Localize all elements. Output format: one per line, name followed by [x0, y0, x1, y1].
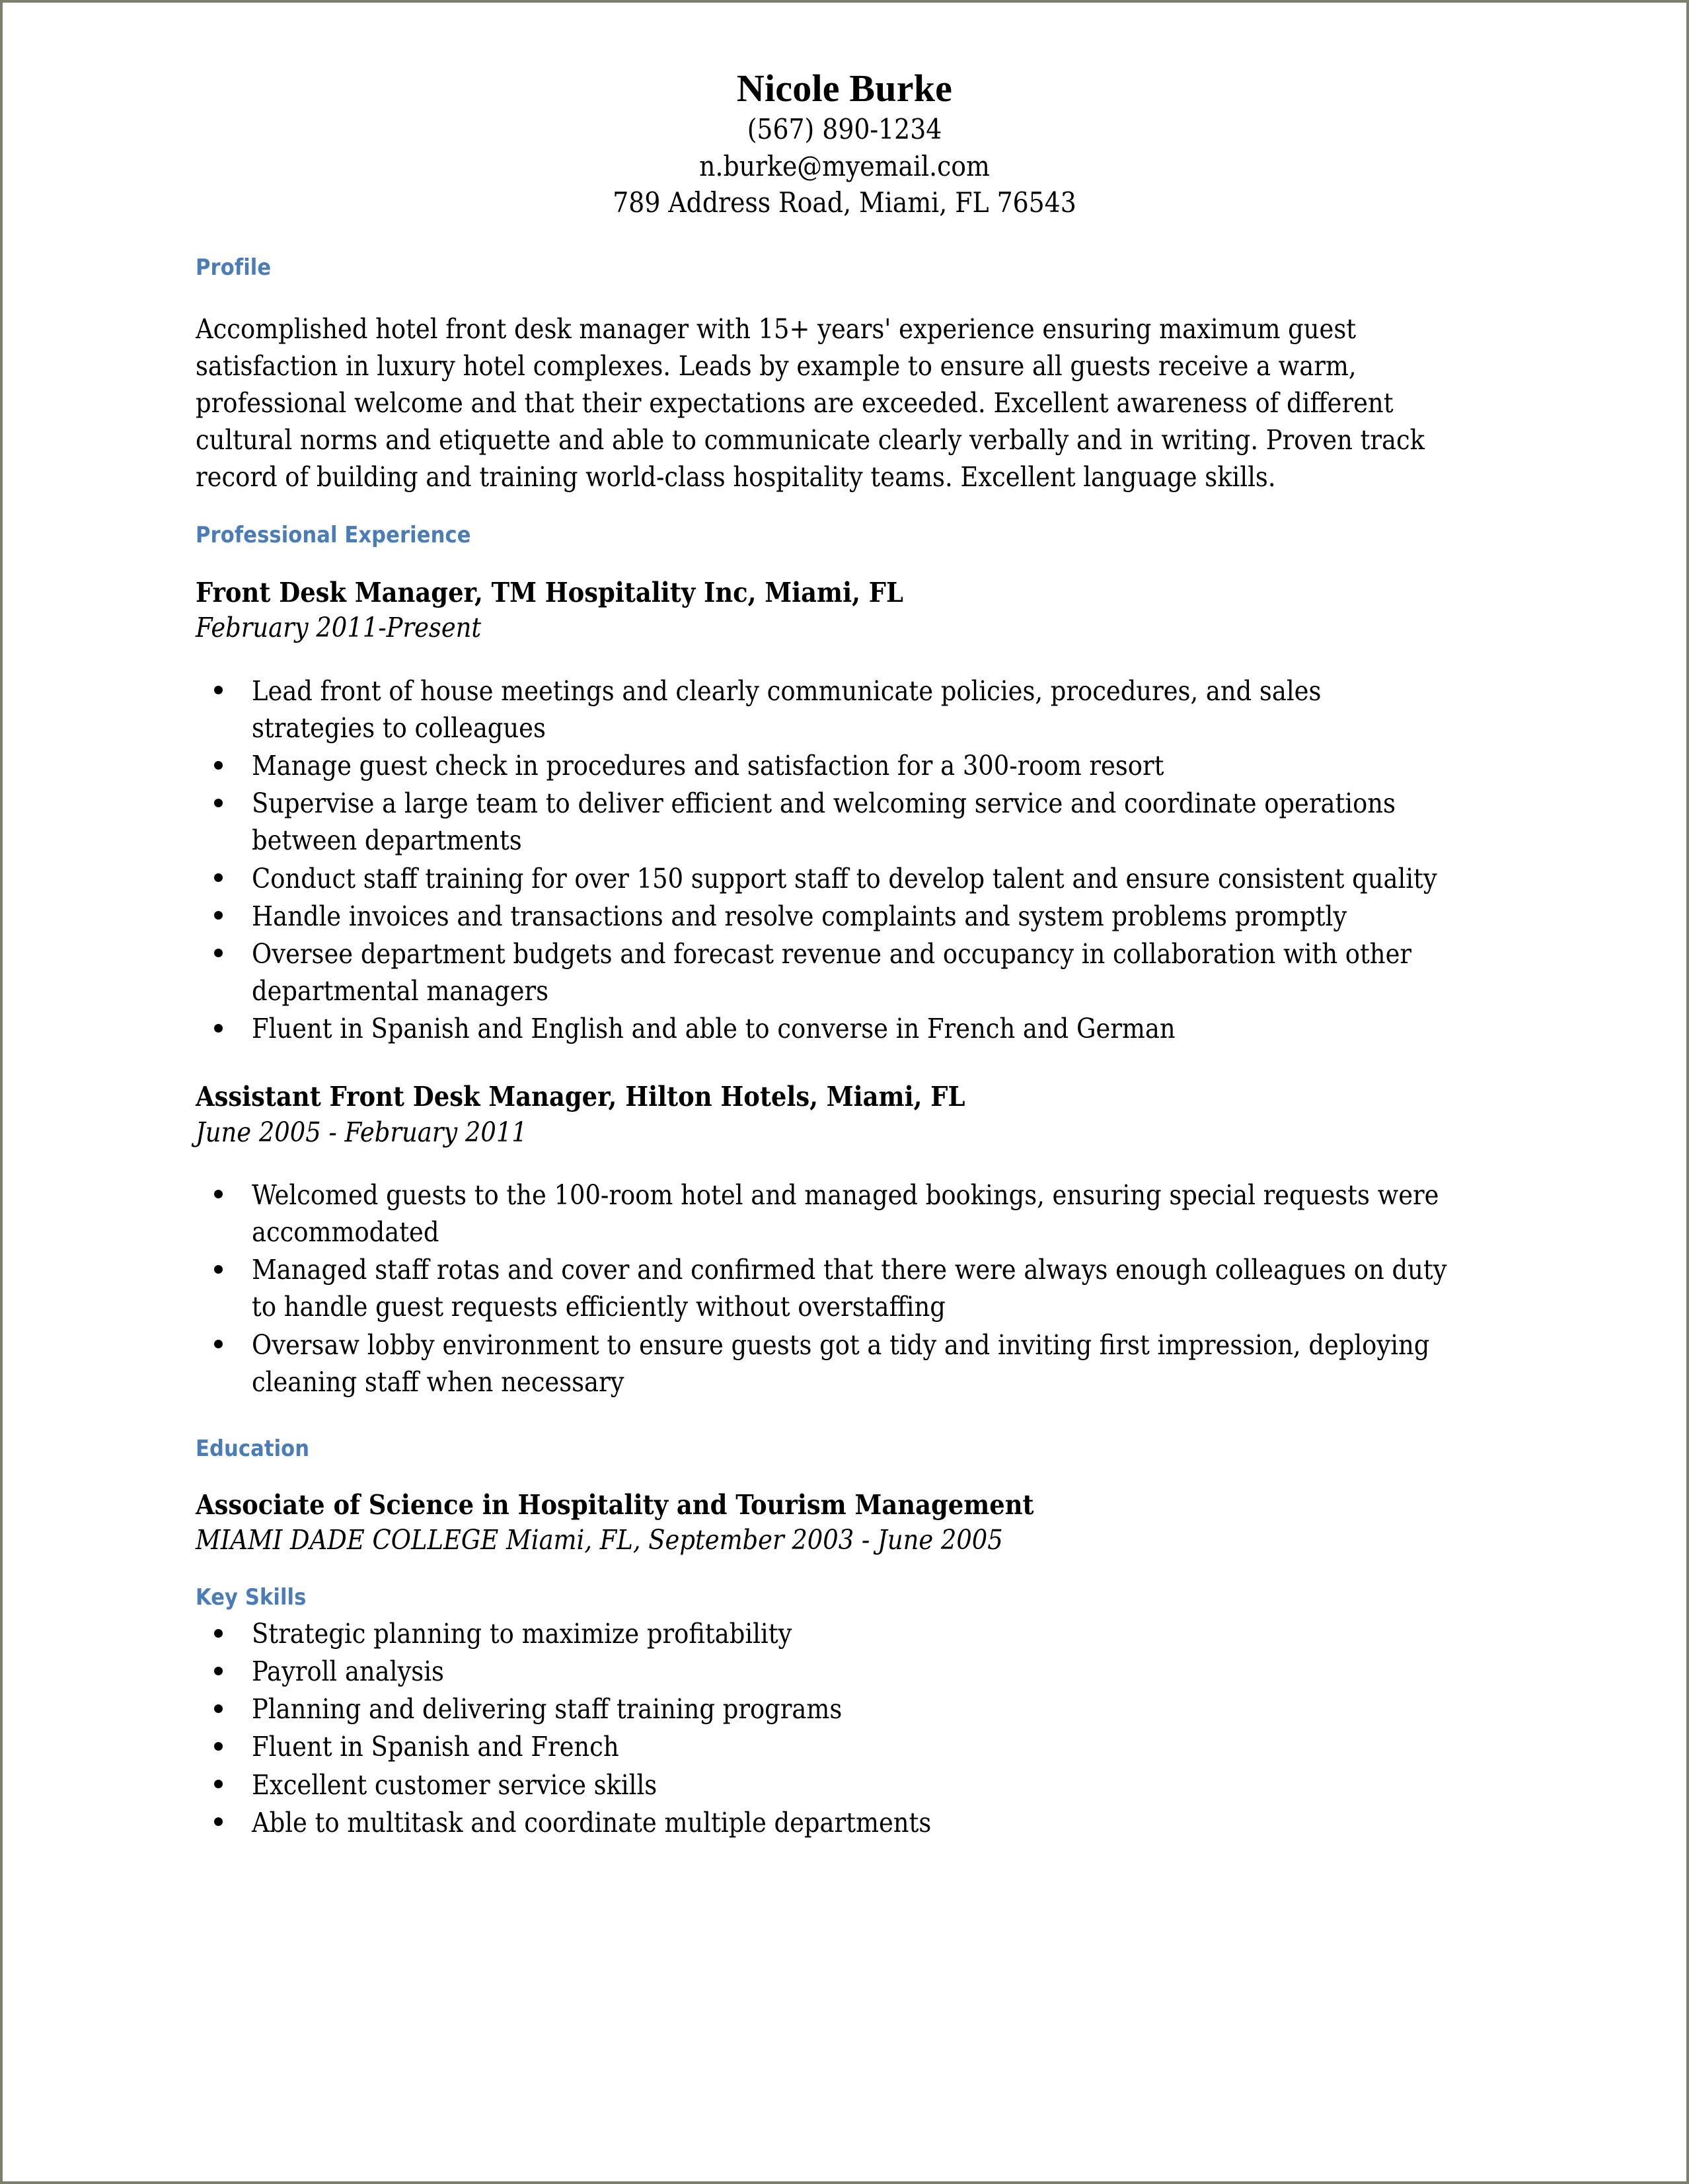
spacer [196, 1463, 1533, 1488]
key-skills-list [196, 1615, 1451, 1841]
list-item-text: Welcomed guests to the 100-room hotel and managed bookings, ensuring special requests were accommodated [252, 1179, 1439, 1249]
list-item [196, 1804, 1451, 1841]
list-item-text: Planning and delivering staff training programs [252, 1693, 843, 1726]
bullet-dot-icon [214, 1780, 223, 1788]
list-item [196, 747, 1451, 784]
list-item-text: Fluent in Spanish and French [252, 1731, 619, 1763]
experience-entry [196, 1079, 1533, 1401]
resume-header [196, 66, 1533, 221]
bullet-dot-icon [214, 1742, 223, 1751]
bullet-dot-icon [214, 949, 223, 957]
list-item [196, 860, 1451, 897]
list-item [196, 1327, 1451, 1401]
bullet-dot-icon [214, 1340, 223, 1348]
list-item [196, 1615, 1451, 1652]
list-item-text: Fluent in Spanish and English and able to converse in French and German [252, 1013, 1176, 1045]
list-item-text: Excellent customer service skills [252, 1768, 657, 1801]
bullet-dot-icon [214, 1704, 223, 1713]
bullet-dot-icon [214, 1817, 223, 1826]
list-item-text: Oversaw lobby environment to ensure guests got a tidy and inviting first impression, deploying cleaning staff when necessary [252, 1329, 1430, 1398]
candidate-phone: (567) 890-1234 [747, 113, 942, 146]
list-item [196, 935, 1451, 1009]
section-heading-key-skills: Key Skills [196, 1584, 307, 1611]
section-heading-profile: Profile [196, 254, 272, 281]
list-item [196, 1010, 1451, 1047]
bullet-dot-icon [214, 1629, 223, 1638]
list-item [196, 673, 1451, 746]
spacer [196, 1150, 1533, 1177]
experience-entry [196, 575, 1533, 1047]
bullet-dot-icon [214, 1190, 223, 1198]
candidate-email: n.burke@myemail.com [699, 149, 990, 182]
bullet-dot-icon [214, 1667, 223, 1675]
list-item-text: Conduct staff training for over 150 support staff to develop talent and ensure consistent quality [252, 862, 1437, 894]
bullet-dot-icon [214, 799, 223, 807]
spacer [196, 221, 1533, 254]
degree-title: Associate of Science in Hospitality and Tourism Management [196, 1488, 1034, 1521]
list-item [196, 1691, 1451, 1728]
spacer [196, 646, 1533, 673]
job-responsibility-list [196, 1177, 1451, 1401]
education-entry [196, 1488, 1533, 1558]
bullet-dot-icon [214, 686, 223, 694]
list-item [196, 785, 1451, 859]
list-item-text: Supervise a large team to deliver efficient and welcoming service and coordinate operations between departments [252, 787, 1396, 857]
list-item-text: Able to multitask and coordinate multiple departments [252, 1806, 932, 1838]
spacer [196, 549, 1533, 575]
section-heading-professional-experience: Professional Experience [196, 522, 471, 549]
profile-summary-text: Accomplished hotel front desk manager with 15+ years' experience ensuring maximum guest satisfaction in luxury hotel complexes. Leads by example to ensure all guests receive a warm, professional welcome and that their expectations are exceeded. Excellent awareness of different cultural norms and etiquette and able to communicate clearly verbally and in writing. Proven track record of building and training world-class hospitality teams. Excellent language skills. [196, 312, 1425, 493]
list-item-text: Handle invoices and transactions and resolve complaints and system problems promptly [252, 900, 1347, 932]
spacer [196, 1401, 1533, 1436]
list-item-text: Oversee department budgets and forecast revenue and occupancy in collaboration with other departmental managers [252, 937, 1412, 1007]
bullet-dot-icon [214, 1265, 223, 1274]
list-item [196, 1251, 1451, 1325]
spacer [196, 1558, 1533, 1584]
section-heading-education: Education [196, 1435, 310, 1462]
degree-institution-and-dates: MIAMI DADE COLLEGE Miami, FL, September 2003 - June 2005 [196, 1523, 1003, 1556]
job-title: Front Desk Manager, TM Hospitality Inc, Miami, FL [196, 577, 903, 609]
list-item [196, 1653, 1451, 1690]
spacer [196, 495, 1533, 522]
list-item-text: Lead front of house meetings and clearly communicate policies, procedures, and sales strategies to colleagues [252, 674, 1322, 744]
list-item [196, 1766, 1451, 1803]
resume-sheet [3, 3, 1686, 1841]
job-dates: June 2005 - February 2011 [196, 1116, 527, 1148]
list-item-text: Manage guest check in procedures and satisfaction for a 300-room resort [252, 750, 1164, 782]
list-item [196, 898, 1451, 935]
bullet-dot-icon [214, 911, 223, 920]
list-item [196, 1177, 1451, 1251]
bullet-dot-icon [214, 873, 223, 882]
list-item-text: Strategic planning to maximize profitability [252, 1618, 792, 1650]
candidate-name: Nicole Burke [736, 67, 953, 110]
bullet-dot-icon [214, 761, 223, 770]
job-responsibility-list [196, 673, 1451, 1048]
bullet-dot-icon [214, 1024, 223, 1033]
job-title: Assistant Front Desk Manager, Hilton Hotels, Miami, FL [196, 1081, 965, 1113]
candidate-address: 789 Address Road, Miami, FL 76543 [613, 186, 1076, 219]
spacer [196, 281, 1533, 310]
spacer [196, 1048, 1533, 1079]
list-item [196, 1728, 1451, 1765]
list-item-text: Managed staff rotas and cover and confirmed that there were always enough colleagues on duty to handle guest requests efficiently without overstaffing [252, 1254, 1447, 1323]
list-item-text: Payroll analysis [252, 1656, 444, 1688]
job-dates: February 2011-Present [196, 612, 482, 644]
